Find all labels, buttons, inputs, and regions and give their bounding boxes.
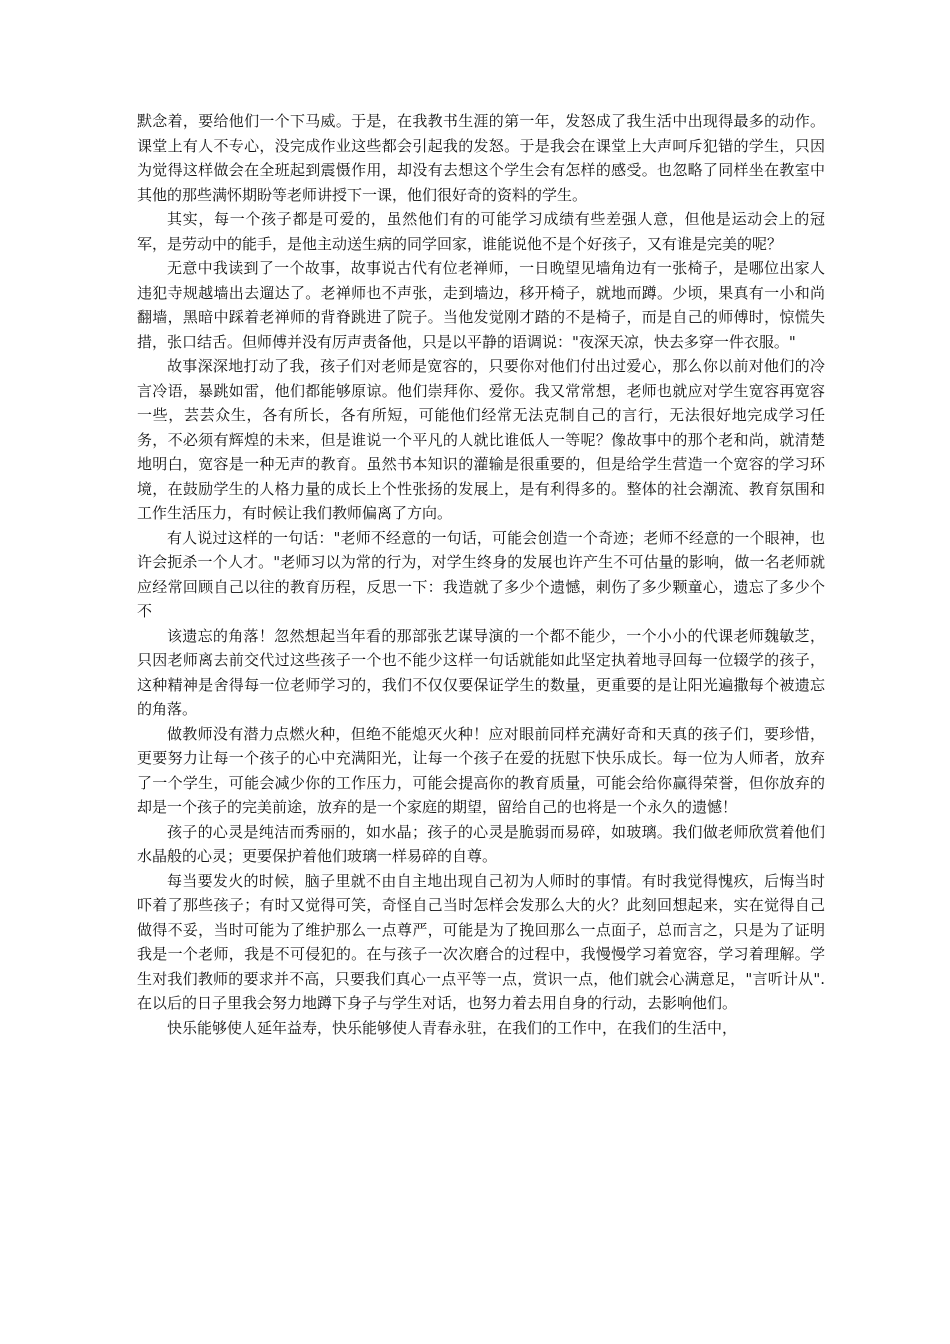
paragraph-7: 做教师没有潜力点燃火种，但绝不能熄灭火种！应对眼前同样充满好奇和天真的孩子们，要珍惜，更要努力让每一个孩子的心中充满阳光，让每一个孩子在爱的抚慰下快乐成长。每一位为人师者，放弃了一个学生，可能会减少你的工作压力，可能会提高你的教育质量，可能会给你赢得荣誉，但你放弃的却是一个孩子的完美前途，放弃的是一个家庭的期望，留给自己的也将是一个永久的遗憾！ <box>137 724 825 816</box>
paragraph-2: 其实，每一个孩子都是可爱的，虽然他们有的可能学习成绩有些差强人意，但他是运动会上的冠军，是劳动中的能手，是他主动送生病的同学回家，谁能说他不是个好孩子，又有谁是完美的呢？ <box>137 210 825 253</box>
paragraph-1: 默念着，要给他们一个下马威。于是，在我教书生涯的第一年，发怒成了我生活中出现得最多的动作。课堂上有人不专心，没完成作业这些都会引起我的发怒。于是我会在课堂上大声呵斥犯错的学生，只因为觉得这样做会在全班起到震慑作用，却没有去想这个学生会有怎样的感受。也忽略了同样坐在教室中其他的那些满怀期盼等老师讲授下一课，他们很好奇的资料的学生。 <box>137 112 825 204</box>
document-body <box>137 109 825 1040</box>
paragraph-9: 每当要发火的时候，脑子里就不由自主地出现自己初为人师时的事情。有时我觉得愧疚，后悔当时吓着了那些孩子；有时又觉得可笑，奇怪自己当时怎样会发那么大的火？此刻回想起来，实在觉得自己做得不妥，当时可能为了维护那么一点尊严，可能是为了挽回那么一点面子，总而言之，只是为了证明我是一个老师，我是不可侵犯的。在与孩子一次次磨合的过程中，我慢慢学习着宽容，学习着理解。学生对我们教师的要求并不高，只要我们真心一点平等一点，赏识一点，他们就会心满意足，"言听计从".在以后的日子里我会努力地蹲下身子与学生对话，也努力着去用自身的行动，去影响他们。 <box>137 871 825 1012</box>
paragraph-5: 有人说过这样的一句话："老师不经意的一句话，可能会创造一个奇迹；老师不经意的一个眼神，也许会扼杀一个人才。"老师习以为常的行为，对学生终身的发展也许产生不可估量的影响，做一名老师就应经常回顾自己以往的教育历程，反思一下：我造就了多少个遗憾，刺伤了多少颗童心，遗忘了多少个不 <box>137 528 825 620</box>
paragraph-4: 故事深深地打动了我，孩子们对老师是宽容的，只要你对他们付出过爱心，那么你以前对他们的冷言冷语，暴跳如雷，他们都能够原谅。他们崇拜你、爱你。我又常常想，老师也就应对学生宽容再宽容一些，芸芸众生，各有所长，各有所短，可能他们经常无法克制自己的言行，无法很好地完成学习任务，不必须有辉煌的未来，但是谁说一个平凡的人就比谁低人一等呢？像故事中的那个老和尚，就清楚地明白，宽容是一种无声的教育。虽然书本知识的灌输是很重要的，但是给学生营造一个宽容的学习环境，在鼓励学生的人格力量的成长上个性张扬的发展上，是有利得多的。整体的社会潮流、教育氛围和工作生活压力，有时候让我们教师偏离了方向。 <box>137 357 825 522</box>
paragraph-3: 无意中我读到了一个故事，故事说古代有位老禅师，一日晚望见墙角边有一张椅子，是哪位出家人违犯寺规越墙出去遛达了。老禅师也不声张，走到墙边，移开椅子，就地而蹲。少顷，果真有一小和尚翻墙，黑暗中踩着老禅师的背脊跳进了院子。当他发觉刚才踏的不是椅子，而是自己的师傅时，惊慌失措，张口结舌。但师傅并没有厉声责备他，只是以平静的语调说："夜深天凉，快去多穿一件衣服。" <box>137 259 825 351</box>
paragraph-8: 孩子的心灵是纯洁而秀丽的，如水晶；孩子的心灵是脆弱而易碎，如玻璃。我们做老师欣赏着他们水晶般的心灵；更要保护着他们玻璃一样易碎的自尊。 <box>137 822 825 865</box>
paragraph-10: 快乐能够使人延年益寿，快乐能够使人青春永驻，在我们的工作中，在我们的生活中， <box>167 1018 738 1037</box>
paragraph-6: 该遗忘的角落！忽然想起当年看的那部张艺谋导演的一个都不能少，一个小小的代课老师魏敏芝，只因老师离去前交代过这些孩子一个也不能少这样一句话就能如此坚定执着地寻回每一位辍学的孩子，这种精神是舍得每一位老师学习的，我们不仅仅要保证学生的数量，更重要的是让阳光遍撒每个被遗忘的角落。 <box>137 626 825 718</box>
